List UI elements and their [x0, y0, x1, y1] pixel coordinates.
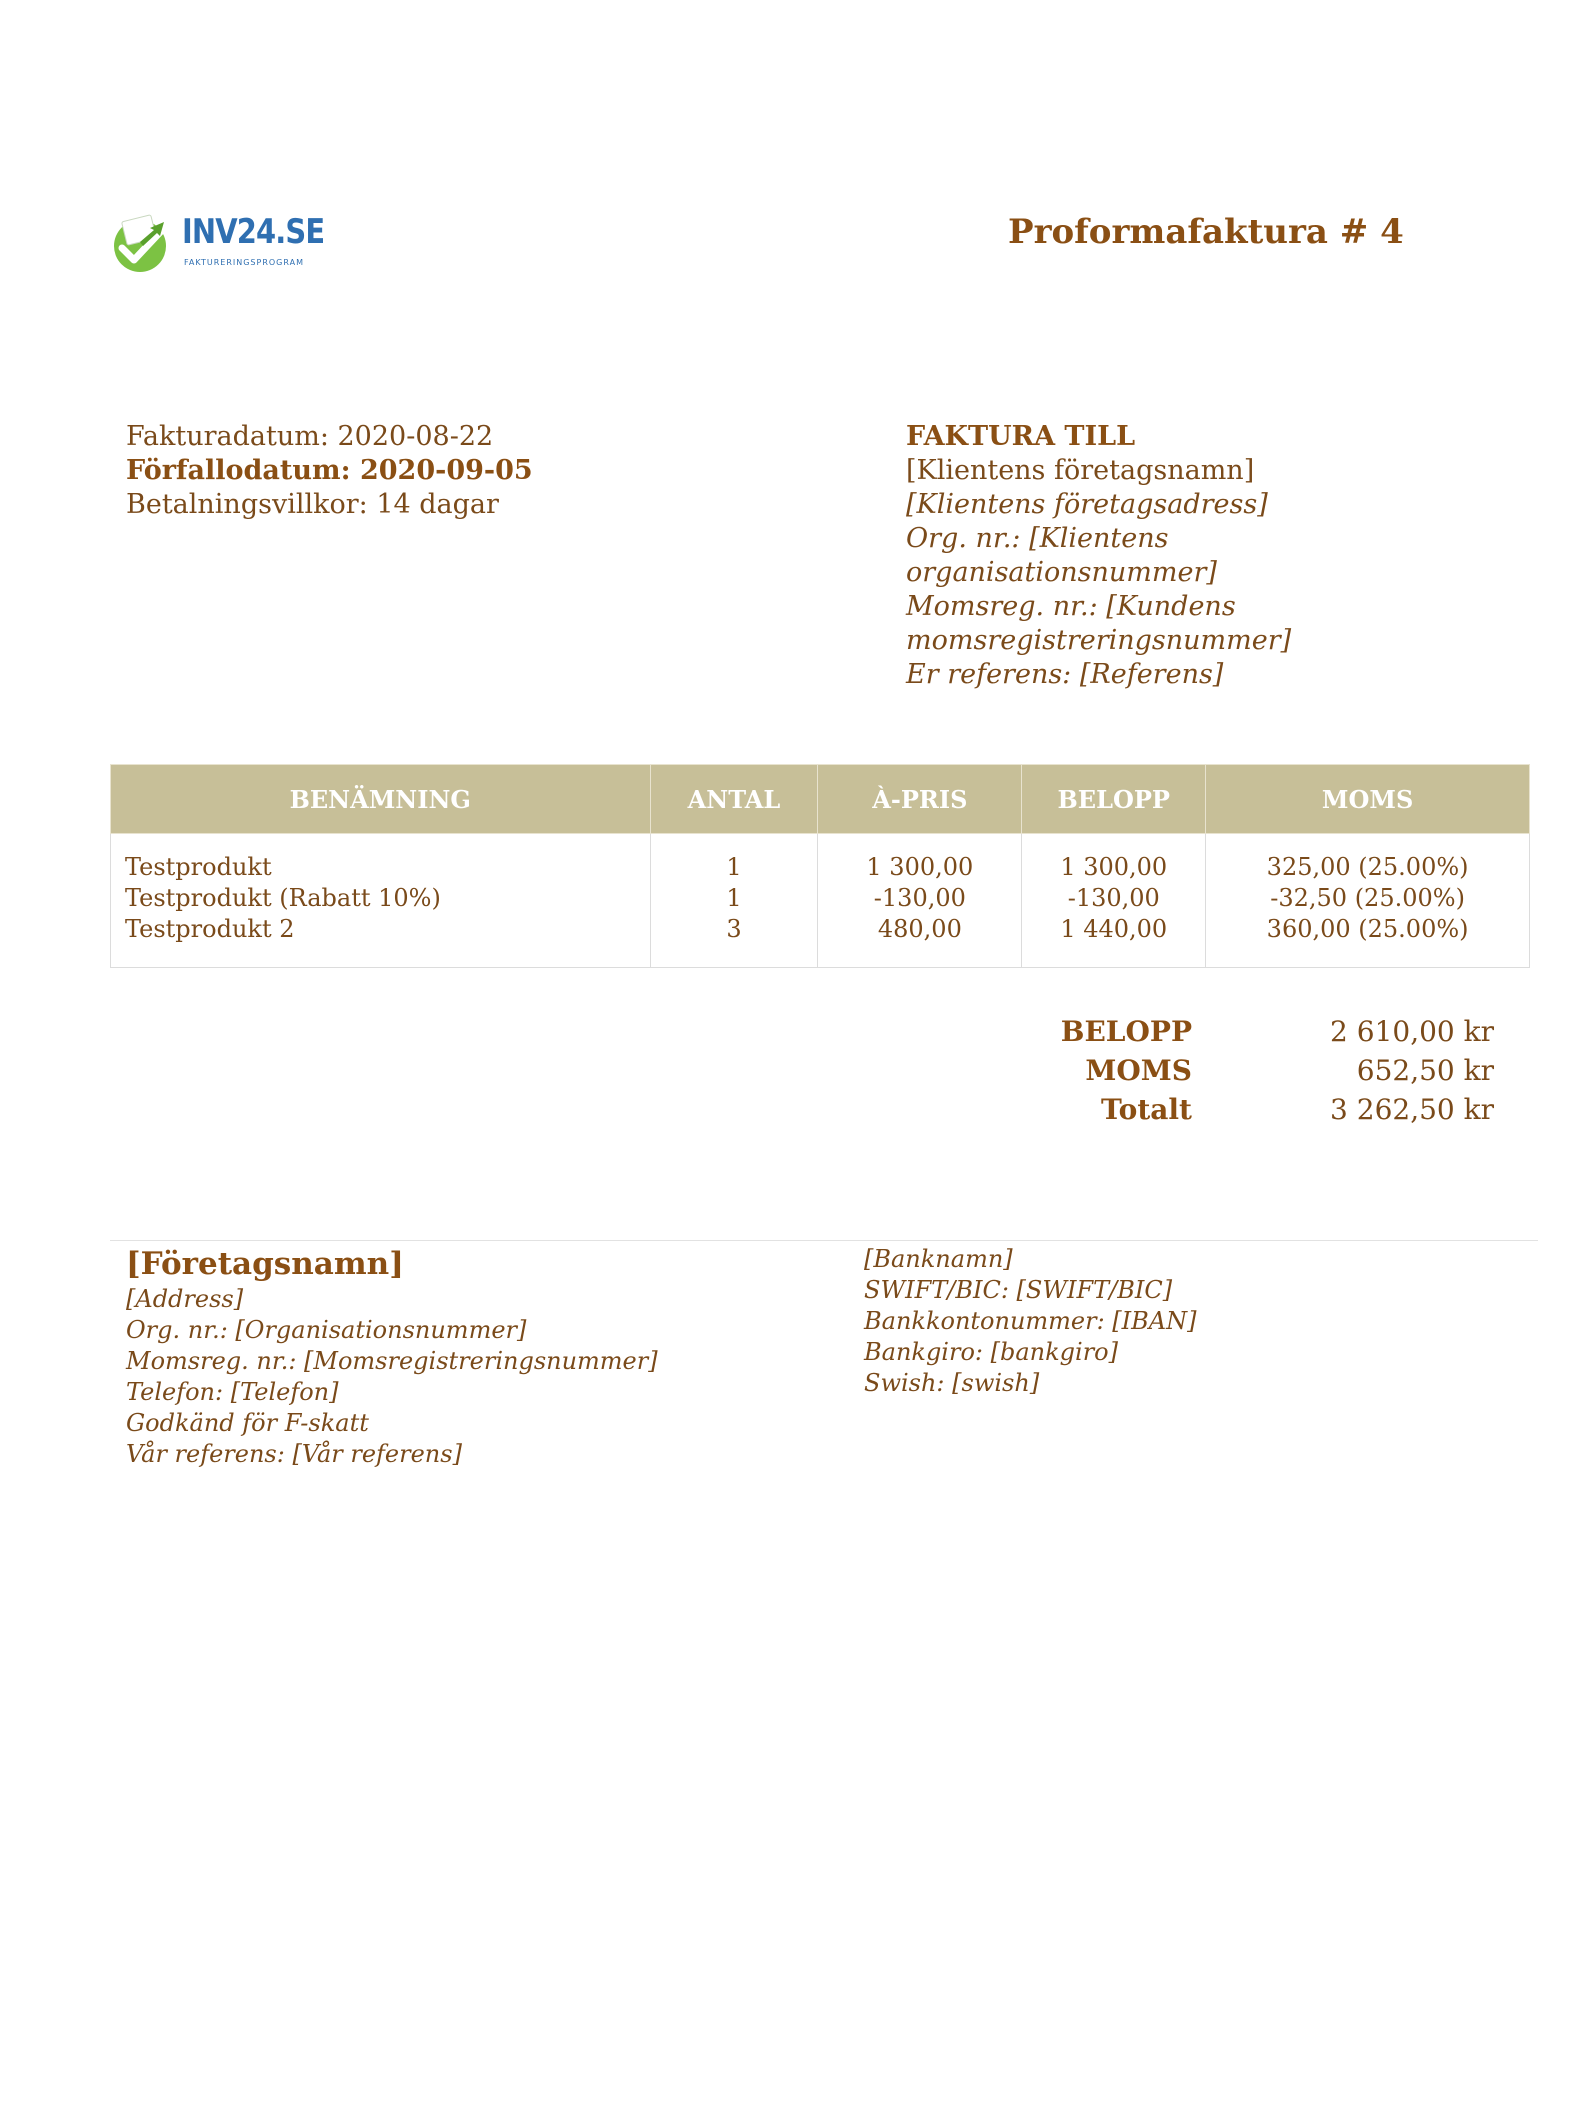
- item-qty: 1: [726, 853, 742, 881]
- bank-account: Bankkontonummer: [IBAN]: [864, 1307, 1197, 1335]
- client-company: [Klientens företagsnamn]: [906, 455, 1255, 486]
- document-title: Proformafaktura # 4: [1008, 212, 1404, 252]
- item-amount: 1 440,00: [1060, 915, 1168, 943]
- item-amount: -130,00: [1067, 884, 1160, 912]
- item-name: Testprodukt (Rabatt 10%): [125, 884, 441, 912]
- item-vat: -32,50 (25.00%): [1270, 884, 1465, 912]
- item-amount: 1 300,00: [1060, 853, 1168, 881]
- item-vat-cell: [1206, 834, 1530, 968]
- table-header-row: [111, 765, 1530, 834]
- table-row: [111, 834, 1530, 968]
- client-vat-number-line1: Momsreg. nr.: [Kundens: [906, 591, 1236, 622]
- grand-total-value: 3 262,50 kr: [1330, 1093, 1494, 1126]
- grand-total-label: Totalt: [1101, 1093, 1192, 1126]
- total-amount-value: 2 610,00 kr: [1330, 1015, 1494, 1048]
- payment-terms: Betalningsvillkor: 14 dagar: [126, 489, 499, 520]
- client-address: [Klientens företagsadress]: [906, 489, 1268, 520]
- company-reference: Vår referens: [Vår referens]: [126, 1440, 462, 1468]
- header-name: BENÄMNING: [111, 765, 651, 834]
- client-vat-number-line2: momsregistreringsnummer]: [906, 625, 1292, 656]
- invoice-dates: [126, 420, 533, 522]
- item-vat: 360,00 (25.00%): [1266, 915, 1469, 943]
- bill-to-heading: FAKTURA TILL: [906, 421, 1136, 452]
- item-qty: 1: [726, 884, 742, 912]
- client-reference: Er referens: [Referens]: [906, 659, 1224, 690]
- item-price: 480,00: [877, 915, 962, 943]
- logo-badge-icon: [110, 208, 180, 278]
- items-table: [110, 764, 1530, 968]
- total-vat-label: MOMS: [1085, 1054, 1192, 1087]
- bill-to: [906, 420, 1466, 692]
- logo: [110, 208, 325, 278]
- due-date: Förfallodatum: 2020-09-05: [126, 455, 533, 486]
- logo-text: INV24.SE: [182, 212, 325, 252]
- bank-swish: Swish: [swish]: [864, 1369, 1040, 1397]
- item-vat: 325,00 (25.00%): [1266, 853, 1469, 881]
- bank-swift: SWIFT/BIC: [SWIFT/BIC]: [864, 1276, 1173, 1304]
- item-name: Testprodukt: [125, 853, 272, 881]
- total-amount-label: BELOPP: [1060, 1015, 1192, 1048]
- company-vat-number: Momsreg. nr.: [Momsregistreringsnummer]: [126, 1347, 658, 1375]
- invoice-date: Fakturadatum: 2020-08-22: [126, 421, 494, 452]
- company-org-number: Org. nr.: [Organisationsnummer]: [126, 1316, 527, 1344]
- item-qty-cell: [650, 834, 818, 968]
- company-phone: Telefon: [Telefon]: [126, 1378, 339, 1406]
- company-address: [Address]: [126, 1285, 244, 1313]
- item-names-cell: [111, 834, 651, 968]
- client-org-number: Org. nr.: [Klientens organisationsnummer]: [906, 523, 1217, 588]
- logo-subtitle: FAKTURERINGSPROGRAM: [184, 258, 304, 267]
- header-vat: MOMS: [1206, 765, 1530, 834]
- item-price: -130,00: [873, 884, 966, 912]
- company-name: [Företagsnamn]: [126, 1246, 404, 1282]
- company-ftax: Godkänd för F-skatt: [126, 1409, 369, 1437]
- bank-name: [Banknamn]: [864, 1245, 1013, 1273]
- item-price-cell: [818, 834, 1022, 968]
- header-amount: BELOPP: [1022, 765, 1206, 834]
- bank-info: [864, 1244, 1196, 1399]
- item-qty: 3: [726, 915, 742, 943]
- bank-bankgiro: Bankgiro: [bankgiro]: [864, 1338, 1118, 1366]
- header-price: À-PRIS: [818, 765, 1022, 834]
- footer-divider: [110, 1240, 1538, 1241]
- item-name: Testprodukt 2: [125, 915, 295, 943]
- item-amount-cell: [1022, 834, 1206, 968]
- company-info: [126, 1244, 658, 1470]
- item-price: 1 300,00: [866, 853, 974, 881]
- header-qty: ANTAL: [650, 765, 818, 834]
- total-vat-value: 652,50 kr: [1356, 1054, 1494, 1087]
